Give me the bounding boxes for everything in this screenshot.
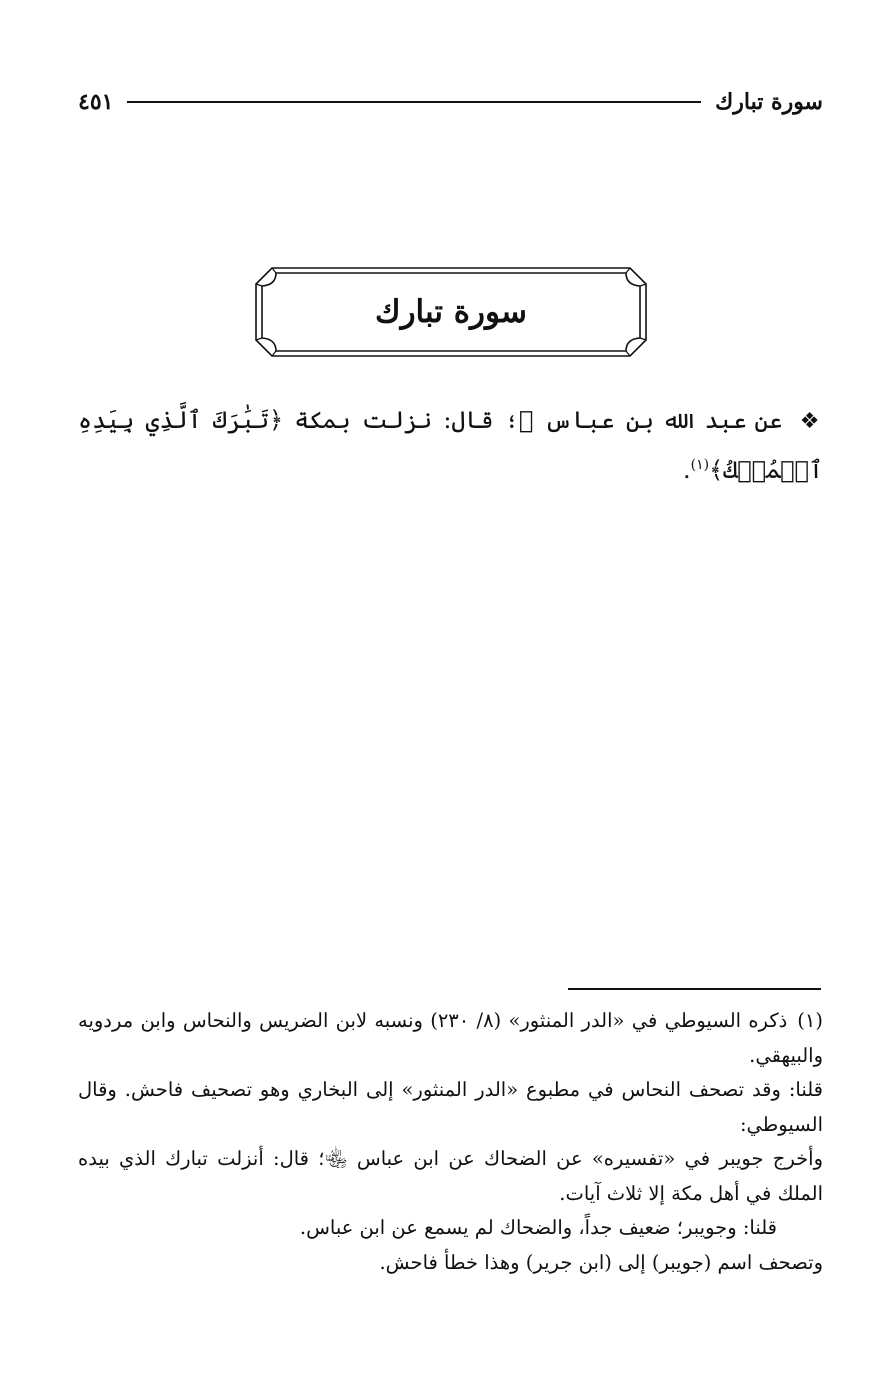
- footnote-line: [78, 1211, 823, 1246]
- footnote-line: [78, 1246, 823, 1281]
- footnote-text: قلنا: وقد تصحف النحاس في مطبوع «الدر المنثور» إلى البخاري وهو تصحيف فاحش. وقال السيوطي:: [78, 1078, 823, 1136]
- main-text-body: عن عبد الله بن عباس ﵄؛ قال: نزلت بمكة ﴿تَبَٰرَكَ ٱلَّذِي بِيَدِهِ ٱلۡمُلۡكُ﴾: [78, 406, 823, 484]
- footnotes-section: [78, 1004, 823, 1280]
- diamond-bullet-icon: ❖: [799, 409, 824, 434]
- main-paragraph: [78, 396, 823, 494]
- footnote-marker: (١): [797, 1009, 823, 1032]
- page-number: ٤٥١: [78, 89, 114, 115]
- footnote-line: [78, 1073, 823, 1142]
- footnote-text: وأخرج جويبر في «تفسيره» عن الضحاك عن ابن عباس ﵄؛ قال: أنزلت تبارك الذي بيده الملك في أهل مكة إلا ثلاث آيات.: [78, 1147, 823, 1205]
- footnote-text: قلنا: وجويبر؛ ضعيف جداً، والضحاك لم يسمع عن ابن عباس.: [299, 1216, 777, 1239]
- footnote-line: [78, 1004, 823, 1073]
- footnote-text: ذكره السيوطي في «الدر المنثور» (٨/ ٢٣٠) ونسبه لابن الضريس والنحاس وابن مردويه والبيهقي.: [78, 1009, 823, 1067]
- footnote-separator: [568, 988, 821, 990]
- header-rule: [127, 101, 701, 103]
- footnote-line: [78, 1142, 823, 1211]
- running-title: سورة تبارك: [715, 89, 823, 115]
- surah-title: سورة تبارك: [375, 294, 527, 330]
- running-header: [78, 84, 823, 120]
- footnote-text: وتصحف اسم (جويبر) إلى (ابن جرير) وهذا خطأ فاحش.: [379, 1250, 823, 1274]
- surah-title-frame: [254, 266, 648, 358]
- footnote-reference: (١): [690, 457, 710, 473]
- main-text-end: .: [683, 456, 691, 484]
